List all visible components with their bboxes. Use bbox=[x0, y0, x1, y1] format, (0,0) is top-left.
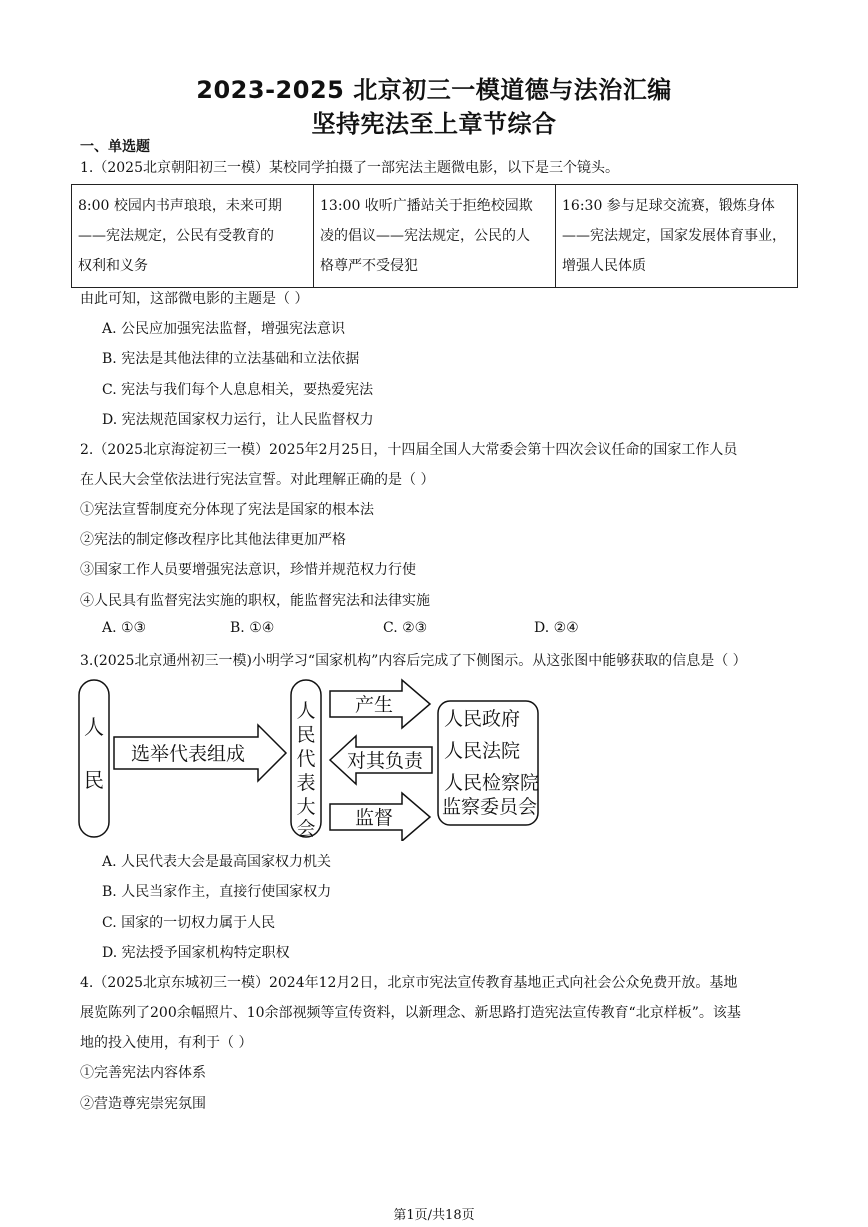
q1-cell-3-line3: 增强人民体质 bbox=[562, 258, 646, 274]
q1-question: 由此可知，这部微电影的主题是（ ） bbox=[80, 291, 309, 307]
people-char-2: 民 bbox=[84, 768, 104, 792]
q2-stem-line1: 2.（2025北京海淀初三一模）2025年2月25日，十四届全国人大常委会第十四次会议任命的国家工作人员 bbox=[80, 442, 738, 458]
q2-item-1: ①宪法宣誓制度充分体现了宪法是国家的根本法 bbox=[80, 502, 374, 518]
q1-option-c[interactable]: C. 宪法与我们每个人息息相关，要热爱宪法 bbox=[102, 382, 374, 398]
q2-stem-line2: 在人民大会堂依法进行宪法宣誓。对此理解正确的是（ ） bbox=[80, 472, 435, 488]
q1-cell-2 bbox=[314, 185, 556, 288]
npc-char-1: 人 bbox=[296, 700, 316, 722]
q3-option-b[interactable]: B. 人民当家作主，直接行使国家权力 bbox=[102, 884, 332, 900]
q4-stem-line1: 4.（2025北京东城初三一模）2024年12月2日，北京市宪法宣传教育基地正式向社会公众免费开放。基地 bbox=[80, 975, 738, 991]
q1-cell-3 bbox=[556, 185, 798, 288]
doc-title-line1: 2023-2025 北京初三一模道德与法治汇编 bbox=[196, 76, 672, 104]
q4-stem-line3: 地的投入使用，有利于（ ） bbox=[80, 1035, 253, 1051]
q2-choice-d[interactable]: D. ②④ bbox=[534, 620, 579, 636]
q1-option-d[interactable]: D. 宪法规范国家权力运行，让人民监督权力 bbox=[102, 412, 374, 428]
q4-item-1: ①完善宪法内容体系 bbox=[80, 1065, 206, 1081]
q1-cell-1-line1: 8:00 校园内书声琅琅，未来可期 bbox=[78, 198, 282, 214]
q3-option-a[interactable]: A. 人民代表大会是最高国家权力机关 bbox=[102, 854, 332, 870]
q1-cell-1-line2: ——宪法规定，公民有受教育的 bbox=[78, 228, 274, 244]
q1-cell-1 bbox=[72, 185, 314, 288]
npc-char-2: 民 bbox=[296, 724, 316, 746]
q1-cell-1-line3: 权利和义务 bbox=[78, 258, 148, 274]
people-char-1: 人 bbox=[84, 715, 104, 739]
q1-option-b[interactable]: B. 宪法是其他法律的立法基础和立法依据 bbox=[102, 351, 360, 367]
organ-procuratorate: 人民检察院 bbox=[444, 772, 540, 794]
organ-government: 人民政府 bbox=[444, 708, 521, 730]
doc-title-line2: 坚持宪法至上章节综合 bbox=[311, 110, 557, 138]
q2-item-4: ④人民具有监督宪法实施的职权，能监督宪法和法律实施 bbox=[80, 593, 430, 609]
q2-item-3: ③国家工作人员要增强宪法意识，珍惜并规范权力行使 bbox=[80, 562, 416, 578]
npc-char-5: 大 bbox=[296, 796, 316, 818]
npc-char-6: 会 bbox=[296, 818, 316, 840]
q2-item-2: ②宪法的制定修改程序比其他法律更加严格 bbox=[80, 532, 346, 548]
organ-supervisory: 监察委员会 bbox=[442, 796, 538, 818]
q1-cell-2-line3: 格尊严不受侵犯 bbox=[320, 258, 418, 274]
q1-stem: 1.（2025北京朝阳初三一模）某校同学拍摄了一部宪法主题微电影，以下是三个镜头。 bbox=[80, 160, 619, 176]
supervise-label: 监督 bbox=[354, 807, 394, 829]
q2-choice-c[interactable]: C. ②③ bbox=[383, 620, 428, 636]
people-box bbox=[79, 680, 109, 837]
q2-choice-b[interactable]: B. ①④ bbox=[230, 620, 275, 636]
q1-cell-3-line2: ——宪法规定，国家发展体育事业， bbox=[562, 228, 786, 244]
q3-diagram bbox=[76, 677, 546, 841]
npc-char-3: 代 bbox=[296, 748, 316, 770]
q3-option-d[interactable]: D. 宪法授予国家机构特定职权 bbox=[102, 945, 290, 961]
organ-court: 人民法院 bbox=[444, 740, 521, 762]
elect-label: 选举代表组成 bbox=[130, 743, 246, 765]
npc-char-4: 表 bbox=[296, 772, 316, 794]
responsible-label: 对其负责 bbox=[346, 750, 424, 772]
q3-stem: 3.(2025北京通州初三一模)小明学习“国家机构”内容后完成了下侧图示。从这张图中能够获取的信息是（ ） bbox=[80, 653, 747, 669]
q4-stem-line2: 展览陈列了200余幅照片、10余部视频等宣传资料，以新理念、新思路打造宪法宣传教育“北京样板”。该基 bbox=[80, 1005, 741, 1021]
q4-item-2: ②营造尊宪崇宪氛围 bbox=[80, 1096, 206, 1112]
q1-cell-2-line1: 13:00 收听广播站关于拒绝校园欺 bbox=[320, 198, 533, 214]
q1-table bbox=[71, 184, 798, 288]
q1-cell-3-line1: 16:30 参与足球交流赛，锻炼身体 bbox=[562, 198, 775, 214]
q3-option-c[interactable]: C. 国家的一切权力属于人民 bbox=[102, 915, 276, 931]
produce-label: 产生 bbox=[354, 694, 394, 716]
section-heading: 一、单选题 bbox=[80, 139, 150, 155]
page-footer: 第1页/共18页 bbox=[393, 1208, 475, 1223]
q1-cell-2-line2: 凌的倡议——宪法规定，公民的人 bbox=[320, 228, 530, 244]
q2-choice-a[interactable]: A. ①③ bbox=[102, 620, 147, 636]
q1-option-a[interactable]: A. 公民应加强宪法监督，增强宪法意识 bbox=[102, 321, 346, 337]
